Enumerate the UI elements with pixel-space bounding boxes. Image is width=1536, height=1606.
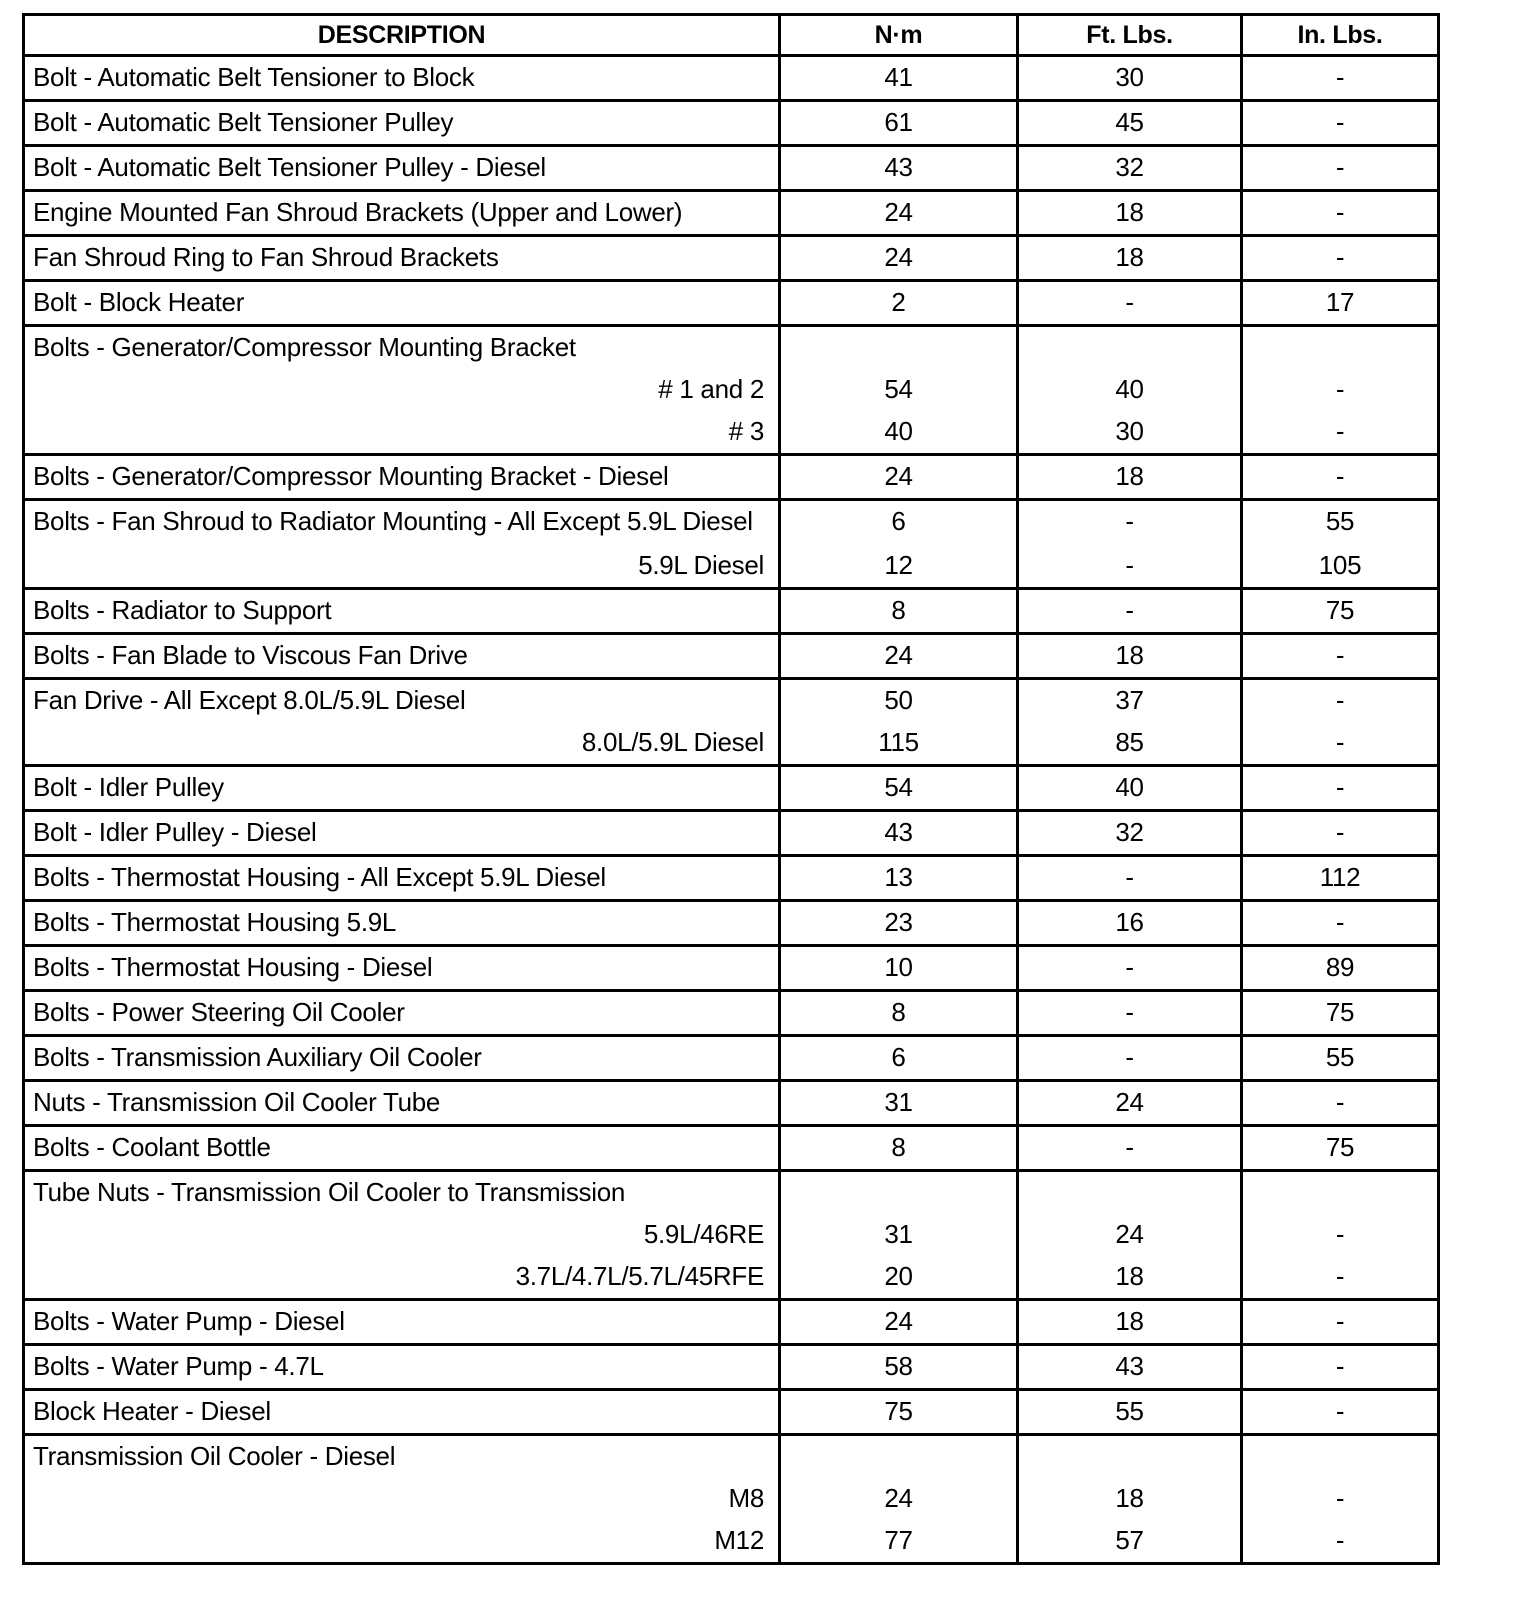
value-text: 31 xyxy=(884,1087,913,1117)
sub-value-text: 24 xyxy=(1115,1219,1144,1249)
table-row xyxy=(24,236,1439,281)
sub-value-text: 57 xyxy=(1115,1525,1144,1555)
value-text: 24 xyxy=(884,640,913,670)
column-header-description: DESCRIPTION xyxy=(24,15,780,56)
value-text: - xyxy=(1335,817,1345,847)
cell-nm xyxy=(780,1345,1018,1390)
description-text: Engine Mounted Fan Shroud Brackets (Upper and Lower) xyxy=(33,197,683,227)
cell-nm xyxy=(780,1171,1018,1300)
sub-value-text: 30 xyxy=(1115,416,1144,446)
sub-value-text: 77 xyxy=(884,1525,913,1555)
cell-ft-lbs xyxy=(1018,281,1242,326)
value-text xyxy=(1243,1172,1437,1214)
cell-nm xyxy=(780,1036,1018,1081)
value-text: 41 xyxy=(884,62,913,92)
cell-ft-lbs xyxy=(1018,1435,1242,1564)
sub-value-text: 24 xyxy=(884,1483,913,1513)
value-text: 18 xyxy=(1115,640,1144,670)
cell-ft-lbs xyxy=(1018,455,1242,500)
value-text xyxy=(1019,1172,1240,1214)
description-text: Bolt - Automatic Belt Tensioner to Block xyxy=(33,62,475,92)
cell-ft-lbs xyxy=(1018,946,1242,991)
cell-in-lbs xyxy=(1242,679,1439,766)
cell-ft-lbs xyxy=(1018,1300,1242,1345)
description-text: Bolt - Automatic Belt Tensioner Pulley xyxy=(33,107,454,137)
cell-description xyxy=(24,946,780,991)
sub-value-text: 18 xyxy=(1115,1483,1144,1513)
cell-nm xyxy=(780,766,1018,811)
table-body xyxy=(24,56,1439,1564)
description-text: Bolts - Fan Shroud to Radiator Mounting - All Except 5.9L Diesel xyxy=(33,506,753,536)
value-text: 24 xyxy=(884,1306,913,1336)
value-text: 43 xyxy=(884,152,913,182)
description-text: Tube Nuts - Transmission Oil Cooler to Transmission xyxy=(33,1177,626,1207)
value-text: 55 xyxy=(1115,1396,1144,1426)
table-row xyxy=(24,589,1439,634)
value-text: 75 xyxy=(1325,1132,1355,1162)
value-text: - xyxy=(1335,772,1345,802)
value-text: - xyxy=(1125,506,1134,536)
cell-description xyxy=(24,1345,780,1390)
table-row xyxy=(24,326,1439,455)
value-text: 37 xyxy=(1115,685,1144,715)
sub-value-text: 12 xyxy=(884,550,913,580)
value-text: 24 xyxy=(884,197,913,227)
cell-nm xyxy=(780,1081,1018,1126)
value-text: 18 xyxy=(1115,242,1144,272)
value-text: - xyxy=(1335,107,1345,137)
cell-in-lbs xyxy=(1242,1036,1439,1081)
cell-description xyxy=(24,1435,780,1564)
value-text: 10 xyxy=(884,952,913,982)
sub-value-text: 105 xyxy=(1318,550,1362,580)
cell-ft-lbs xyxy=(1018,1126,1242,1171)
value-text: 17 xyxy=(1325,287,1355,317)
sub-value-text: 85 xyxy=(1115,727,1144,757)
value-text: 2 xyxy=(891,287,906,317)
sub-description-text: M8 xyxy=(728,1483,764,1513)
value-text: 40 xyxy=(1115,772,1144,802)
sub-description-text: # 3 xyxy=(728,416,764,446)
table-row xyxy=(24,991,1439,1036)
column-header-nm: N·m xyxy=(780,15,1018,56)
cell-description xyxy=(24,1300,780,1345)
table-row xyxy=(24,56,1439,101)
value-text: 8 xyxy=(891,1132,906,1162)
cell-in-lbs xyxy=(1242,1435,1439,1564)
cell-ft-lbs xyxy=(1018,191,1242,236)
cell-in-lbs xyxy=(1242,589,1439,634)
value-text: 55 xyxy=(1325,1042,1355,1072)
cell-ft-lbs xyxy=(1018,1036,1242,1081)
cell-description xyxy=(24,455,780,500)
sub-value-text: - xyxy=(1335,1219,1345,1249)
value-text: - xyxy=(1335,461,1345,491)
cell-nm xyxy=(780,1390,1018,1435)
table-row xyxy=(24,946,1439,991)
description-text: Bolt - Automatic Belt Tensioner Pulley - Diesel xyxy=(33,152,546,182)
value-text: 18 xyxy=(1115,1306,1144,1336)
value-text: 45 xyxy=(1115,107,1144,137)
description-text: Bolt - Block Heater xyxy=(33,287,245,317)
value-text: - xyxy=(1335,640,1345,670)
value-text: - xyxy=(1125,287,1134,317)
value-text: 30 xyxy=(1115,62,1144,92)
sub-description-text: 3.7L/4.7L/5.7L/45RFE xyxy=(515,1261,764,1291)
cell-nm xyxy=(780,1126,1018,1171)
cell-ft-lbs xyxy=(1018,236,1242,281)
table-row xyxy=(24,1171,1439,1300)
column-header-ft-lbs: Ft. Lbs. xyxy=(1018,15,1242,56)
cell-nm xyxy=(780,281,1018,326)
value-text: - xyxy=(1125,952,1134,982)
cell-in-lbs xyxy=(1242,281,1439,326)
sub-value-text: 40 xyxy=(1115,374,1144,404)
description-text: Bolts - Thermostat Housing 5.9L xyxy=(33,907,397,937)
cell-description xyxy=(24,146,780,191)
cell-ft-lbs xyxy=(1018,634,1242,679)
sub-value-text: - xyxy=(1335,416,1345,446)
description-text: Fan Shroud Ring to Fan Shroud Brackets xyxy=(33,242,499,272)
description-text: Bolts - Generator/Compressor Mounting Bracket - Diesel xyxy=(33,461,669,491)
value-text: 32 xyxy=(1115,817,1144,847)
sub-value-text: 115 xyxy=(878,727,919,757)
cell-in-lbs xyxy=(1242,811,1439,856)
description-text: Bolts - Water Pump - 4.7L xyxy=(33,1351,324,1381)
value-text: 43 xyxy=(1115,1351,1144,1381)
cell-nm xyxy=(780,56,1018,101)
table-row xyxy=(24,1081,1439,1126)
table-row xyxy=(24,766,1439,811)
cell-description xyxy=(24,1081,780,1126)
cell-description xyxy=(24,991,780,1036)
value-text: - xyxy=(1335,197,1345,227)
value-text: 112 xyxy=(1319,862,1361,892)
value-text: 61 xyxy=(884,107,913,137)
header-row xyxy=(24,15,1439,56)
value-text: 24 xyxy=(884,461,913,491)
value-text: - xyxy=(1335,907,1345,937)
table-row xyxy=(24,1300,1439,1345)
cell-description xyxy=(24,766,780,811)
cell-ft-lbs xyxy=(1018,1345,1242,1390)
table-row xyxy=(24,679,1439,766)
description-text: Bolt - Idler Pulley - Diesel xyxy=(33,817,317,847)
cell-description xyxy=(24,236,780,281)
cell-description xyxy=(24,901,780,946)
cell-description xyxy=(24,500,780,589)
torque-specifications-table xyxy=(22,13,1440,1565)
cell-ft-lbs xyxy=(1018,679,1242,766)
sub-value-text: - xyxy=(1335,1483,1345,1513)
cell-nm xyxy=(780,326,1018,455)
cell-description xyxy=(24,326,780,455)
cell-ft-lbs xyxy=(1018,991,1242,1036)
value-text xyxy=(781,1172,1016,1214)
value-text: - xyxy=(1125,1042,1134,1072)
cell-in-lbs xyxy=(1242,991,1439,1036)
cell-nm xyxy=(780,991,1018,1036)
cell-nm xyxy=(780,1435,1018,1564)
value-text: 8 xyxy=(891,595,906,625)
cell-in-lbs xyxy=(1242,56,1439,101)
value-text: 18 xyxy=(1115,197,1144,227)
sub-description-text: 5.9L/46RE xyxy=(643,1219,764,1249)
sub-value-text: - xyxy=(1335,727,1345,757)
table-row xyxy=(24,856,1439,901)
cell-description xyxy=(24,281,780,326)
value-text: - xyxy=(1125,862,1134,892)
cell-in-lbs xyxy=(1242,455,1439,500)
description-text: Transmission Oil Cooler - Diesel xyxy=(33,1441,396,1471)
value-text: 6 xyxy=(891,506,906,536)
table-row xyxy=(24,146,1439,191)
cell-nm xyxy=(780,811,1018,856)
table-row xyxy=(24,101,1439,146)
cell-in-lbs xyxy=(1242,766,1439,811)
cell-nm xyxy=(780,856,1018,901)
table-row xyxy=(24,901,1439,946)
table-row xyxy=(24,811,1439,856)
cell-in-lbs xyxy=(1242,500,1439,589)
description-text: Bolts - Transmission Auxiliary Oil Cooler xyxy=(33,1042,482,1072)
cell-in-lbs xyxy=(1242,1126,1439,1171)
cell-nm xyxy=(780,146,1018,191)
table-row xyxy=(24,455,1439,500)
cell-in-lbs xyxy=(1242,101,1439,146)
value-text: 58 xyxy=(884,1351,913,1381)
value-text: 24 xyxy=(1115,1087,1144,1117)
cell-description xyxy=(24,191,780,236)
value-text: 50 xyxy=(884,685,913,715)
sub-description-text: # 1 and 2 xyxy=(658,374,764,404)
table-row xyxy=(24,191,1439,236)
cell-in-lbs xyxy=(1242,326,1439,455)
value-text xyxy=(1243,327,1437,369)
value-text: - xyxy=(1125,595,1134,625)
value-text: - xyxy=(1125,1132,1134,1162)
cell-nm xyxy=(780,679,1018,766)
column-header-in-lbs: In. Lbs. xyxy=(1242,15,1439,56)
cell-nm xyxy=(780,1300,1018,1345)
value-text xyxy=(1019,327,1240,369)
sub-value-text: 20 xyxy=(884,1261,913,1291)
cell-nm xyxy=(780,946,1018,991)
value-text: 75 xyxy=(1325,595,1355,625)
value-text: 43 xyxy=(884,817,913,847)
value-text: 54 xyxy=(884,772,913,802)
value-text: 18 xyxy=(1115,461,1144,491)
sub-value-text: 40 xyxy=(884,416,913,446)
description-text: Bolts - Generator/Compressor Mounting Bracket xyxy=(33,332,576,362)
cell-ft-lbs xyxy=(1018,146,1242,191)
table-row xyxy=(24,281,1439,326)
value-text: - xyxy=(1335,1351,1345,1381)
cell-description xyxy=(24,1171,780,1300)
value-text: - xyxy=(1335,242,1345,272)
cell-in-lbs xyxy=(1242,236,1439,281)
value-text: 23 xyxy=(884,907,913,937)
cell-in-lbs xyxy=(1242,146,1439,191)
description-text: Bolts - Fan Blade to Viscous Fan Drive xyxy=(33,640,468,670)
cell-nm xyxy=(780,634,1018,679)
description-text: Bolts - Thermostat Housing - All Except 5.9L Diesel xyxy=(33,862,606,892)
cell-in-lbs xyxy=(1242,901,1439,946)
value-text: 13 xyxy=(884,862,913,892)
sub-value-text: 54 xyxy=(884,374,913,404)
sub-value-text: - xyxy=(1335,374,1345,404)
table-row xyxy=(24,1435,1439,1564)
cell-nm xyxy=(780,236,1018,281)
sub-value-text: 18 xyxy=(1115,1261,1144,1291)
cell-in-lbs xyxy=(1242,1081,1439,1126)
cell-description xyxy=(24,1390,780,1435)
cell-ft-lbs xyxy=(1018,1081,1242,1126)
cell-nm xyxy=(780,589,1018,634)
cell-in-lbs xyxy=(1242,191,1439,236)
cell-ft-lbs xyxy=(1018,56,1242,101)
value-text xyxy=(1019,1436,1240,1478)
value-text: - xyxy=(1335,1306,1345,1336)
value-text: 75 xyxy=(884,1396,913,1426)
cell-ft-lbs xyxy=(1018,1390,1242,1435)
cell-ft-lbs xyxy=(1018,500,1242,589)
cell-in-lbs xyxy=(1242,1390,1439,1435)
cell-in-lbs xyxy=(1242,856,1439,901)
description-text: Bolts - Thermostat Housing - Diesel xyxy=(33,952,433,982)
value-text: 8 xyxy=(891,997,906,1027)
description-text: Bolts - Power Steering Oil Cooler xyxy=(33,997,405,1027)
table-row xyxy=(24,1345,1439,1390)
value-text: 24 xyxy=(884,242,913,272)
cell-nm xyxy=(780,101,1018,146)
cell-ft-lbs xyxy=(1018,101,1242,146)
cell-in-lbs xyxy=(1242,1300,1439,1345)
cell-description xyxy=(24,679,780,766)
value-text: - xyxy=(1335,1087,1345,1117)
value-text: - xyxy=(1335,685,1345,715)
cell-nm xyxy=(780,455,1018,500)
cell-description xyxy=(24,101,780,146)
table-row xyxy=(24,500,1439,589)
value-text: - xyxy=(1335,62,1345,92)
sub-description-text: M12 xyxy=(714,1525,764,1555)
cell-nm xyxy=(780,500,1018,589)
cell-description xyxy=(24,1126,780,1171)
cell-ft-lbs xyxy=(1018,766,1242,811)
table-row xyxy=(24,1036,1439,1081)
value-text: 16 xyxy=(1115,907,1144,937)
cell-description xyxy=(24,56,780,101)
table-row xyxy=(24,1390,1439,1435)
value-text: 55 xyxy=(1325,506,1355,536)
value-text: - xyxy=(1335,152,1345,182)
sub-value-text: 31 xyxy=(884,1219,913,1249)
cell-ft-lbs xyxy=(1018,589,1242,634)
value-text: - xyxy=(1335,1396,1345,1426)
cell-ft-lbs xyxy=(1018,326,1242,455)
value-text: 75 xyxy=(1325,997,1355,1027)
sub-value-text: - xyxy=(1335,1525,1345,1555)
description-text: Bolt - Idler Pulley xyxy=(33,772,224,802)
sub-description-text: 8.0L/5.9L Diesel xyxy=(581,727,764,757)
value-text: - xyxy=(1125,997,1134,1027)
cell-nm xyxy=(780,901,1018,946)
cell-in-lbs xyxy=(1242,946,1439,991)
cell-description xyxy=(24,856,780,901)
cell-description xyxy=(24,634,780,679)
value-text xyxy=(1243,1436,1437,1478)
description-text: Bolts - Coolant Bottle xyxy=(33,1132,271,1162)
cell-in-lbs xyxy=(1242,1345,1439,1390)
cell-description xyxy=(24,589,780,634)
sub-value-text: - xyxy=(1335,1261,1345,1291)
description-text: Bolts - Radiator to Support xyxy=(33,595,332,625)
description-text: Fan Drive - All Except 8.0L/5.9L Diesel xyxy=(33,685,466,715)
cell-description xyxy=(24,811,780,856)
value-text: 6 xyxy=(891,1042,906,1072)
table-row xyxy=(24,1126,1439,1171)
value-text xyxy=(781,327,1016,369)
cell-ft-lbs xyxy=(1018,811,1242,856)
description-text: Nuts - Transmission Oil Cooler Tube xyxy=(33,1087,441,1117)
sub-value-text: - xyxy=(1125,550,1134,580)
cell-ft-lbs xyxy=(1018,1171,1242,1300)
cell-ft-lbs xyxy=(1018,901,1242,946)
sub-description-text: 5.9L Diesel xyxy=(638,550,764,580)
cell-in-lbs xyxy=(1242,1171,1439,1300)
value-text: 89 xyxy=(1325,952,1355,982)
cell-nm xyxy=(780,191,1018,236)
table-row xyxy=(24,634,1439,679)
cell-description xyxy=(24,1036,780,1081)
cell-in-lbs xyxy=(1242,634,1439,679)
cell-ft-lbs xyxy=(1018,856,1242,901)
value-text xyxy=(781,1436,1016,1478)
description-text: Bolts - Water Pump - Diesel xyxy=(33,1306,345,1336)
description-text: Block Heater - Diesel xyxy=(33,1396,271,1426)
value-text: 32 xyxy=(1115,152,1144,182)
